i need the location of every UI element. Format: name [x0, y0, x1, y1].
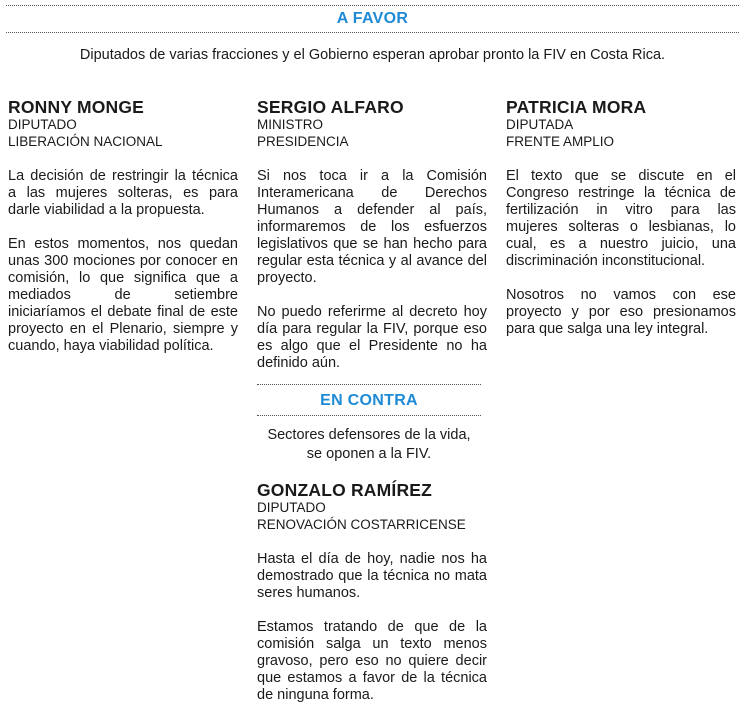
column-gonzalo-ramirez — [257, 480, 487, 704]
person-party: FRENTE AMPLIO — [506, 133, 615, 149]
quote-paragraph: Estamos tratando de que de la comisión salga un texto menos gravoso, pero eso no quiere decir que estamos a favor de la técnica de ninguna forma. — [257, 619, 487, 703]
column-sergio-alfaro — [257, 97, 487, 372]
en-contra-title: EN CONTRA — [320, 392, 418, 409]
top-dotted-rule — [6, 5, 739, 6]
a-favor-intro: Diputados de varias fracciones y el Gobierno esperan aprobar pronto la FIV en Costa Rica. — [79, 47, 666, 63]
person-name: SERGIO ALFARO — [257, 97, 404, 117]
quote-paragraph: En estos momentos, nos quedan unas 300 mociones por conocer en comisión, lo que significa que a mediados de setiembre iniciaríamos el debate final de este proyecto en el Plenario, siempre y cuando, haya viabilidad política. — [8, 236, 238, 354]
person-name: RONNY MONGE — [8, 97, 145, 117]
column-ronny-monge — [8, 97, 238, 355]
person-party: LIBERACIÓN NACIONAL — [8, 133, 163, 149]
quote-paragraph: La decisión de restringir la técnica a las mujeres solteras, es para darle viabilidad a la propuesta. — [8, 168, 238, 218]
quote-paragraph: Hasta el día de hoy, nadie nos ha demostrado que la técnica no mata seres humanos. — [257, 551, 487, 601]
person-party: PRESIDENCIA — [257, 133, 349, 149]
a-favor-title: A FAVOR — [336, 10, 409, 27]
quote-paragraph: No puedo referirme al decreto hoy día para regular la FIV, porque eso es algo que el Presidente no ha definido aún. — [257, 304, 487, 371]
column-patricia-mora — [506, 97, 736, 338]
person-name: GONZALO RAMÍREZ — [257, 480, 433, 500]
quote-paragraph: Si nos toca ir a la Comisión Interamericana de Derechos Humanos a defender al país, informaremos de los esfuerzos legislativos que se han hecho para regular esta técnica y al avance del proyecto. — [257, 168, 487, 286]
person-name: PATRICIA MORA — [506, 97, 647, 117]
person-title: DIPUTADA — [506, 117, 574, 132]
quote-paragraph: El texto que se discute en el Congreso restringe la técnica de fertilización in vitro para las mujeres solteras o lesbianas, lo cual, es a nuestro juicio, una discriminación inconstitucional. — [506, 168, 736, 269]
person-title: DIPUTADO — [8, 117, 77, 132]
en-contra-dotted-rule — [257, 415, 481, 416]
person-title: MINISTRO — [257, 117, 323, 132]
person-party: RENOVACIÓN COSTARRICENSE — [257, 516, 466, 532]
en-contra-top-dotted-rule — [257, 384, 481, 385]
a-favor-dotted-rule — [6, 32, 739, 33]
person-title: DIPUTADO — [257, 500, 326, 515]
en-contra-intro: Sectores defensores de la vida, se oponen a la FIV. — [267, 427, 471, 462]
quote-paragraph: Nosotros no vamos con ese proyecto y por eso presionamos para que salga una ley integral. — [506, 287, 736, 337]
